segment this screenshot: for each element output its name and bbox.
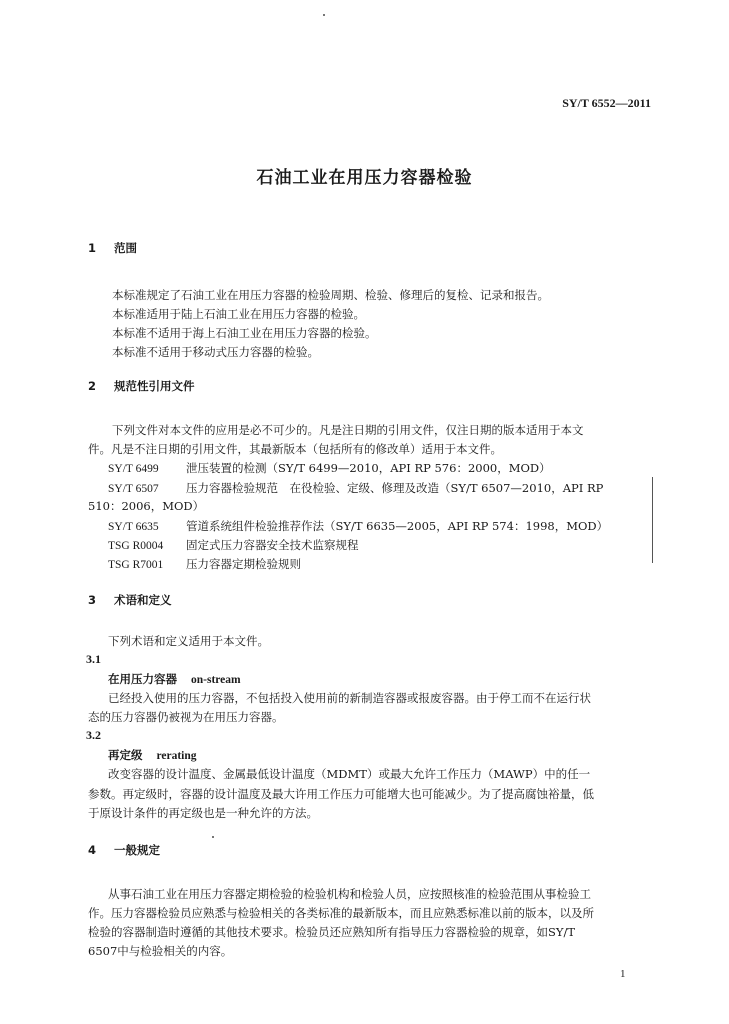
paragraph-line: 下列文件对本文件的应用是必不可少的。凡是注日期的引用文件，仅注日期的版本适用于本文: [112, 423, 584, 437]
paragraph-line: 本标准不适用于移动式压力容器的检验。: [112, 345, 319, 359]
section-number: 3: [88, 593, 97, 607]
definition-line: 于原设计条件的再定级也是一种允许的方法。: [88, 806, 318, 820]
paragraph-line: 本标准不适用于海上石油工业在用压力容器的检验。: [112, 326, 377, 340]
reference-item: [108, 518, 608, 534]
reference-title: 压力容器检验规范 在役检验、定级、修理及改造（SY/T 6507—2010，API RP: [186, 481, 604, 495]
term-chinese: 在用压力容器: [108, 672, 177, 686]
term-number: 3.2: [86, 728, 101, 742]
section-number: 2: [88, 379, 97, 393]
reference-code: SY/T 6635: [108, 521, 159, 533]
scan-speck: [323, 14, 325, 16]
section-title: 规范性引用文件: [114, 379, 195, 393]
section-2-heading: [88, 378, 195, 394]
reference-item: [108, 537, 359, 553]
term-english: on-stream: [191, 674, 241, 686]
reference-item: [108, 460, 551, 476]
reference-code: SY/T 6507: [108, 483, 159, 495]
term-english: rerating: [156, 750, 197, 762]
document-title: 石油工业在用压力容器检验: [256, 168, 473, 188]
reference-code: SY/T 6499: [108, 463, 159, 475]
section-title: 一般规定: [114, 843, 160, 857]
section-3-heading: [88, 592, 172, 608]
term-heading: [108, 747, 197, 763]
definition-line: 态的压力容器仍被视为在用压力容器。: [88, 710, 284, 724]
paragraph-line: 检验的容器制造时遵循的其他技术要求。检验员还应熟知所有指导压力容器检验的规章，如SY/T: [88, 925, 576, 939]
definition-line: 已经投入使用的压力容器，不包括投入使用前的新制造容器或报废容器。由于停工而不在运行状: [108, 691, 591, 705]
reference-title: 泄压装置的检测（SY/T 6499—2010，API RP 576：2000，MOD）: [186, 461, 551, 475]
paragraph-line: 件。凡是不注日期的引用文件，其最新版本（包括所有的修改单）适用于本文件。: [88, 442, 502, 456]
reference-code: TSG R0004: [108, 540, 164, 552]
term-chinese: 再定级: [108, 748, 143, 762]
section-title: 范围: [114, 241, 137, 255]
definition-line: 改变容器的设计温度、金属最低设计温度（MDMT）或最大允许工作压力（MAWP）中的任一: [108, 767, 591, 781]
reference-title: 管道系统组件检验推荐作法（SY/T 6635—2005，API RP 574：1998，MOD）: [186, 519, 609, 533]
paragraph-line: 6507中与检验相关的内容。: [88, 944, 233, 958]
paragraph-line: 作。压力容器检验员应熟悉与检验相关的各类标准的最新版本，而且应熟悉标准以前的版本，以及所: [88, 906, 594, 920]
section-1-heading: [88, 240, 137, 256]
page-number: 1: [620, 968, 626, 980]
scan-edge-line: [652, 477, 653, 563]
reference-continuation: 510：2006，MOD）: [88, 499, 205, 513]
reference-code: TSG R7001: [108, 559, 164, 571]
paragraph-line: 本标准适用于陆上石油工业在用压力容器的检验。: [112, 307, 365, 321]
reference-title: 压力容器定期检验规则: [186, 557, 301, 571]
definition-line: 参数。再定级时，容器的设计温度及最大许用工作压力可能增大也可能减少。为了提高腐蚀裕量，低: [88, 787, 594, 801]
section-number: 1: [88, 241, 97, 255]
paragraph-line: 本标准规定了石油工业在用压力容器的检验周期、检验、修理后的复检、记录和报告。: [112, 288, 549, 302]
reference-item: [108, 480, 603, 496]
scan-speck: [212, 836, 214, 838]
term-heading: [108, 671, 241, 687]
paragraph-line: 从事石油工业在用压力容器定期检验的检验机构和检验人员，应按照核准的检验范围从事检验工: [108, 887, 591, 901]
reference-item: [108, 556, 301, 572]
reference-title: 固定式压力容器安全技术监察规程: [186, 538, 359, 552]
paragraph-line: 下列术语和定义适用于本文件。: [108, 634, 269, 648]
section-title: 术语和定义: [114, 593, 172, 607]
term-number: 3.1: [86, 652, 101, 666]
standard-code: SY/T 6552—2011: [562, 96, 651, 110]
section-number: 4: [88, 843, 97, 857]
section-4-heading: [88, 842, 160, 858]
